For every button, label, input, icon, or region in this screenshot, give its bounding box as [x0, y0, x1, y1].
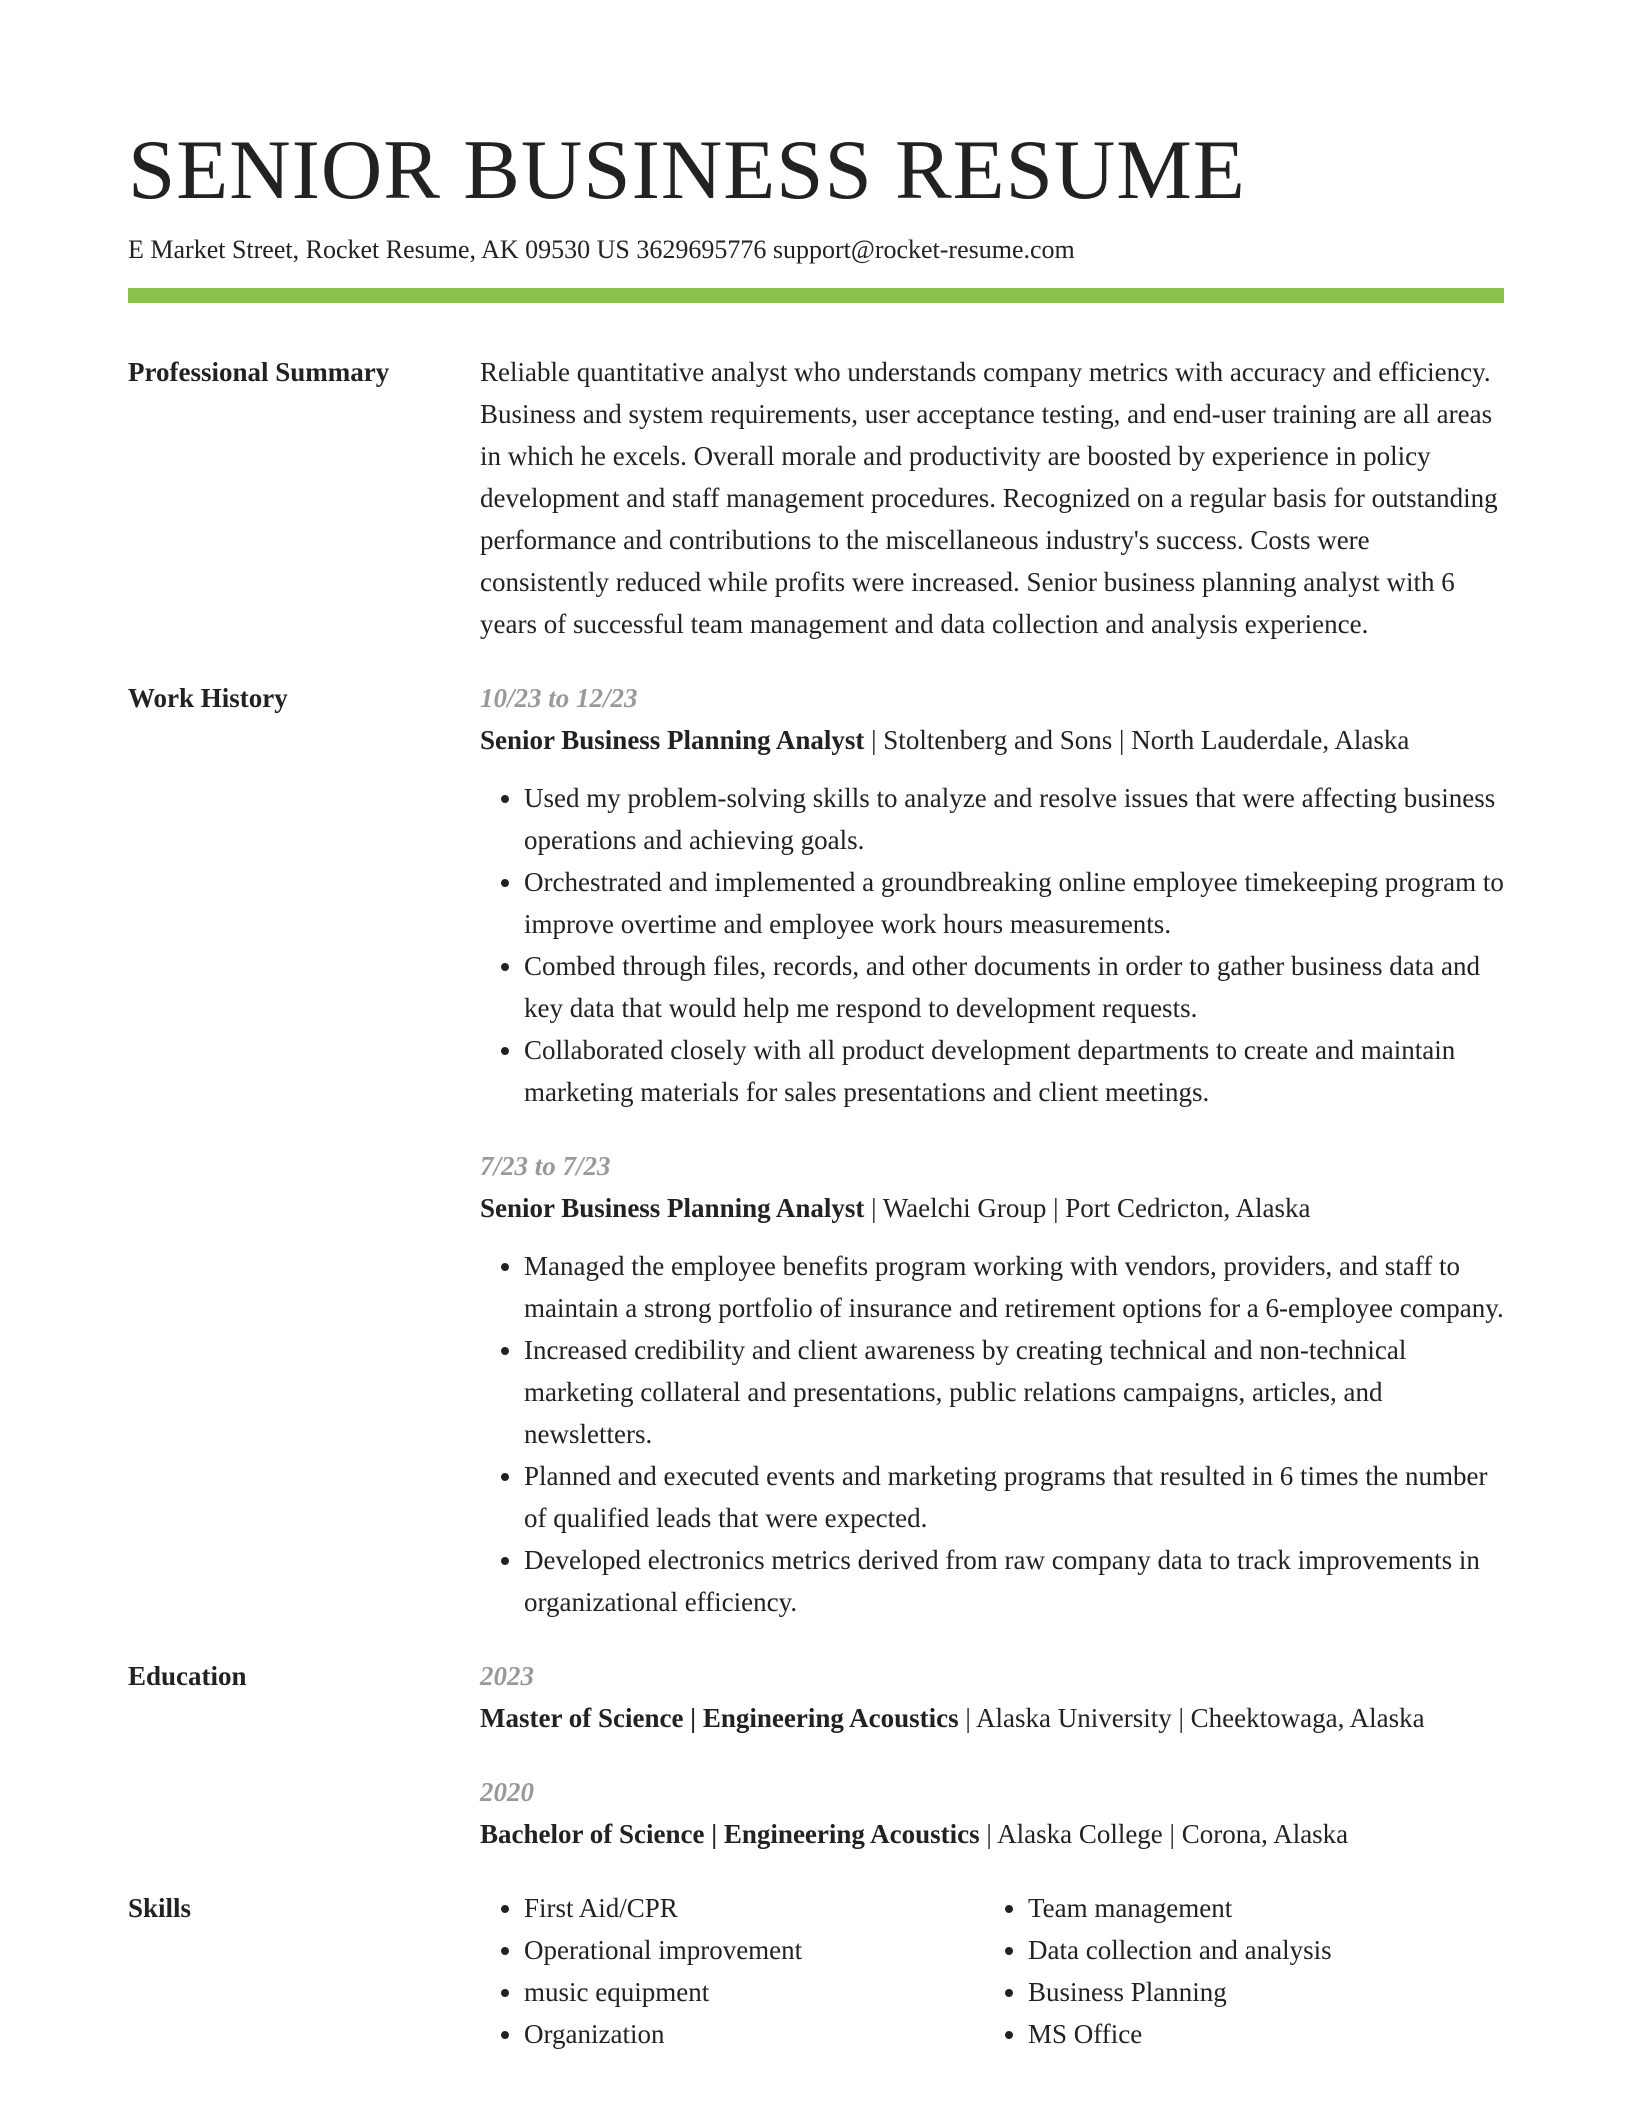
degree-year: 2020: [480, 1777, 534, 1807]
job-bullet: • Used my problem-solving skills to analyze and resolve issues that were affecting business operations and achieving goals.: [524, 777, 1504, 861]
skill-item: • music equipment: [524, 1971, 984, 2013]
degree-entry: [480, 1771, 1504, 1855]
work-history-section: [128, 677, 1504, 1623]
job-dates: 10/23 to 12/23: [480, 683, 638, 713]
degree-name: Master of Science | Engineering Acoustics: [480, 1703, 959, 1733]
job-employer-location: | Waelchi Group | Port Cedricton, Alaska: [864, 1193, 1311, 1223]
skills-columns: [480, 1887, 1504, 2055]
skill-item: • Organization: [524, 2013, 984, 2055]
work-history-body: [480, 677, 1504, 1623]
job-bullet: • Planned and executed events and marketing programs that resulted in 6 times the number of qualified leads that were expected.: [524, 1455, 1504, 1539]
section-label-work: Work History: [128, 683, 288, 713]
degree-year: 2023: [480, 1661, 534, 1691]
job-bullet: • Combed through files, records, and other documents in order to gather business data and key data that would help me respond to development requests.: [524, 945, 1504, 1029]
degree-name: Bachelor of Science | Engineering Acoustics: [480, 1819, 980, 1849]
job-bullet: • Orchestrated and implemented a groundbreaking online employee timekeeping program to improve overtime and employee work hours measurements.: [524, 861, 1504, 945]
summary-section: [128, 351, 1504, 645]
degree-heading: [480, 1813, 1504, 1855]
job-employer-location: | Stoltenberg and Sons | North Lauderdale, Alaska: [864, 725, 1410, 755]
job-bullets: [480, 1245, 1504, 1623]
education-body: [480, 1655, 1504, 1855]
job-bullet: • Managed the employee benefits program working with vendors, providers, and staff to maintain a strong portfolio of insurance and retirement options for a 6-employee company.: [524, 1245, 1504, 1329]
skills-list-left: [480, 1887, 984, 2055]
job-heading: [480, 719, 1504, 761]
job-heading: [480, 1187, 1504, 1229]
skill-item: • MS Office: [1028, 2013, 1488, 2055]
resume-page: [128, 118, 1504, 2055]
job-entry: [480, 677, 1504, 1113]
resume-title: SENIOR BUSINESS RESUME: [128, 123, 1246, 217]
skill-item: • First Aid/CPR: [524, 1887, 984, 1929]
section-label-education: Education: [128, 1661, 247, 1691]
skill-item: • Operational improvement: [524, 1929, 984, 1971]
skill-item: • Data collection and analysis: [1028, 1929, 1488, 1971]
skills-section: [128, 1887, 1504, 2055]
section-label-summary: Professional Summary: [128, 357, 390, 387]
section-label-skills: Skills: [128, 1893, 192, 1923]
summary-text: Reliable quantitative analyst who understands company metrics with accuracy and efficiency. Business and system requirements, user acceptance testing, and end-user training are all areas in which he excels. Overall morale and productivity are boosted by experience in policy development and staff management procedures. Recognized on a regular basis for outstanding performance and contributions to the miscellaneous industry's success. Costs were consistently reduced while profits were increased. Senior business planning analyst with 6 years of successful team management and data collection and analysis experience.: [480, 357, 1498, 639]
degree-entry: [480, 1655, 1504, 1739]
job-bullet: • Developed electronics metrics derived from raw company data to track improvements in organizational efficiency.: [524, 1539, 1504, 1623]
degree-school-location: | Alaska University | Cheektowaga, Alaska: [958, 1703, 1425, 1733]
job-title: Senior Business Planning Analyst: [480, 725, 865, 755]
skills-list-right: [984, 1887, 1488, 2055]
job-dates: 7/23 to 7/23: [480, 1151, 611, 1181]
education-section: [128, 1655, 1504, 1855]
job-bullets: [480, 777, 1504, 1113]
skill-item: • Team management: [1028, 1887, 1488, 1929]
degree-heading: [480, 1697, 1504, 1739]
skill-item: • Business Planning: [1028, 1971, 1488, 2013]
job-entry: [480, 1145, 1504, 1623]
job-bullet: • Increased credibility and client awareness by creating technical and non-technical marketing collateral and presentations, public relations campaigns, articles, and newsletters.: [524, 1329, 1504, 1455]
contact-line: E Market Street, Rocket Resume, AK 09530 US 3629695776 support@rocket-resume.com: [128, 235, 1075, 264]
job-title: Senior Business Planning Analyst: [480, 1193, 865, 1223]
job-bullet: • Collaborated closely with all product development departments to create and maintain marketing materials for sales presentations and client meetings.: [524, 1029, 1504, 1113]
accent-divider: [128, 288, 1504, 303]
degree-school-location: | Alaska College | Corona, Alaska: [979, 1819, 1349, 1849]
